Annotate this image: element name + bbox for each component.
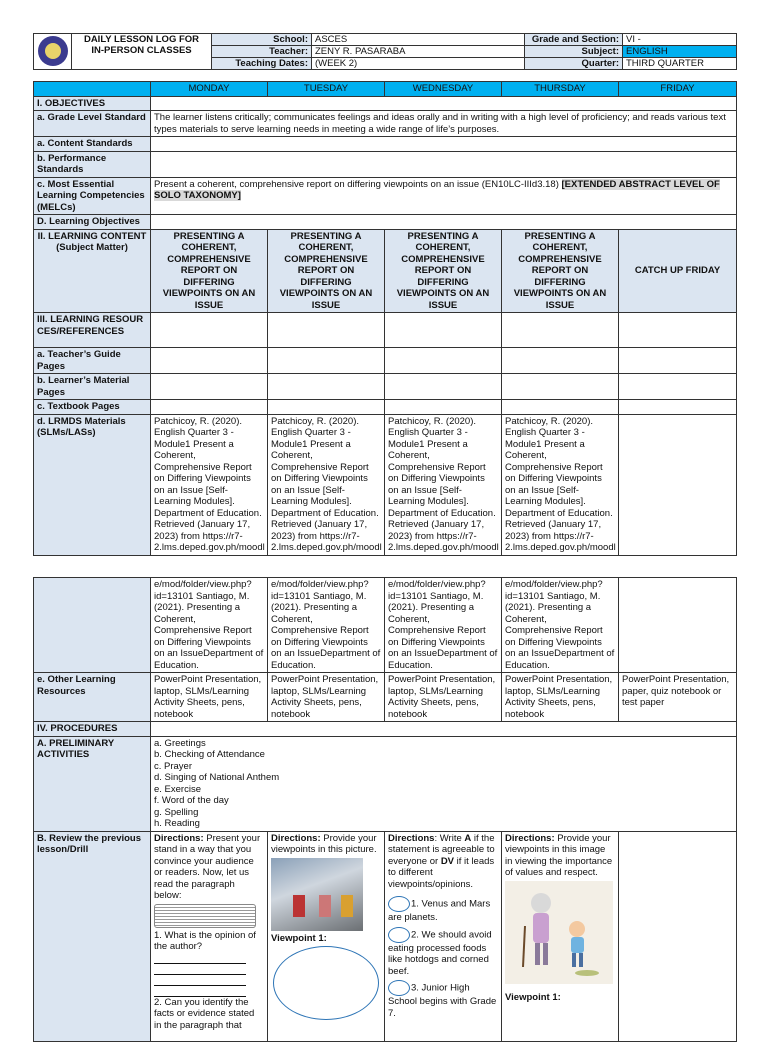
subject-value: ENGLISH bbox=[623, 46, 737, 58]
wed-dv-letters: DV bbox=[440, 855, 455, 867]
wed-directions-label: Directions bbox=[388, 832, 435, 844]
content-std-label: a. Content Standards bbox=[34, 137, 151, 152]
melc-highlight: [EXTENDED ABSTRACT LEVEL OF SOLO TAXONOMY] bbox=[154, 178, 720, 201]
dates-label: Teaching Dates: bbox=[212, 58, 312, 70]
lesson-table-page1 bbox=[33, 81, 737, 556]
lrmds-cont-thursday: e/mod/folder/view.php?id=13101 Santiago, M. (2021). Presenting a Coherent, Comprehensive Report on Differing Viewpoints on an IssueDepartment of Education. bbox=[502, 578, 619, 673]
catch-up-friday: CATCH UP FRIDAY bbox=[619, 229, 737, 313]
lrmds-tuesday: Patchicoy, R. (2020). English Quarter 3 - Module1 Present a Coherent, Comprehensive Report on Differing Viewpoints on an Issue [Self-Learning Modules]. Department of Education. Retrieved (January 17, 2023) from https://r7-2.lms.deped.gov.ph/moodl bbox=[268, 414, 385, 555]
other-tuesday: PowerPoint Presentation, laptop, SLMs/Learning Activity Sheets, pens, notebook bbox=[268, 673, 385, 722]
melc-cell bbox=[151, 177, 737, 215]
review-label: B. Review the previous lesson/Drill bbox=[34, 831, 151, 1041]
grade-label: Grade and Section: bbox=[525, 34, 623, 46]
title-line2: IN-PERSON CLASSES bbox=[91, 45, 192, 56]
mon-question-2: 2. Can you identify the facts or evidence stated in the paragraph that bbox=[154, 996, 255, 1031]
prelim-item: h. Reading bbox=[154, 818, 200, 829]
other-monday: PowerPoint Presentation, laptop, SLMs/Learning Activity Sheets, pens, notebook bbox=[151, 673, 268, 722]
other-resources-label: e. Other Learning Resources bbox=[34, 673, 151, 722]
lrmds-label: d. LRMDS Materials (SLMs/LASs) bbox=[34, 414, 151, 555]
illustration-svg bbox=[505, 881, 613, 984]
melc-text: Present a coherent, comprehensive report on differing viewpoints on an issue (EN10LC-IIId3.18) bbox=[154, 178, 559, 190]
paragraph-image bbox=[154, 904, 256, 928]
answer-line bbox=[154, 964, 246, 975]
answer-oval bbox=[388, 980, 410, 996]
wed-text-c: if it leads to different viewpoints/opinions. bbox=[388, 855, 495, 890]
wed-a-letter: A bbox=[464, 832, 472, 844]
other-wednesday: PowerPoint Presentation, laptop, SLMs/Learning Activity Sheets, pens, notebook bbox=[385, 673, 502, 722]
viewpoint-bubble bbox=[273, 946, 379, 1020]
prelim-list bbox=[151, 736, 737, 831]
wed-item-text: 1. Venus and Mars are planets. bbox=[388, 898, 491, 923]
wed-item-text: 3. Junior High School begins with Grade 7. bbox=[388, 982, 497, 1019]
lrmds-cont-monday: e/mod/folder/view.php?id=13101 Santiago, M. (2021). Presenting a Coherent, Comprehensive Report on Differing Viewpoints on an IssueDepartment of Education. bbox=[151, 578, 268, 673]
answer-line bbox=[154, 975, 246, 986]
tue-viewpoint-label: Viewpoint 1: bbox=[271, 932, 327, 944]
day-wednesday: WEDNESDAY bbox=[385, 82, 502, 97]
prelim-label: A. PRELIMINARY ACTIVITIES bbox=[34, 736, 151, 831]
grade-std-label: a. Grade Level Standard bbox=[34, 111, 151, 137]
answer-oval bbox=[388, 896, 410, 912]
lrmds-monday: Patchicoy, R. (2020). English Quarter 3 - Module1 Present a Coherent, Comprehensive Report on Differing Viewpoints on an Issue [Self-Learning Modules]. Department of Education. Retrieved (January 17, 2023) from https://r7-2.lms.deped.gov.ph/moodl bbox=[151, 414, 268, 555]
wed-text-b: if the statement is agreeable to everyone or bbox=[388, 832, 495, 867]
learning-obj-label: D. Learning Objectives bbox=[34, 215, 151, 230]
mon-directions-text: Present your stand in a way that you convince your audience or readers. Now, let us read the paragraph below: bbox=[154, 832, 261, 901]
prelim-item: b. Checking of Attendance bbox=[154, 749, 265, 760]
procedures-label: IV. PROCEDURES bbox=[34, 722, 151, 737]
teacher-label: Teacher: bbox=[212, 46, 312, 58]
tg-label: a. Teacher’s Guide Pages bbox=[34, 348, 151, 374]
topic-thursday: PRESENTING A COHERENT, COMPREHENSIVE REPORT ON DIFFERING VIEWPOINTS ON AN ISSUE bbox=[502, 229, 619, 313]
wed-item-1 bbox=[388, 896, 498, 924]
thu-directions-text: Provide your viewpoints in this image in viewing the importance of values and respect. bbox=[505, 832, 613, 878]
other-friday: PowerPoint Presentation, paper, quiz notebook or test paper bbox=[619, 673, 737, 722]
flood-rescue-photo bbox=[271, 858, 363, 931]
grade-std-text: The learner listens critically; communicates feelings and ideas orally and in writing with a high level of proficiency; and reads various text types materials to serve learning needs in meeting a wide range of life’s purposes. bbox=[151, 111, 737, 137]
deped-logo-cell bbox=[34, 34, 72, 70]
perf-std-label: b. Performance Standards bbox=[34, 151, 151, 177]
day-friday: FRIDAY bbox=[619, 82, 737, 97]
directions-label: Directions: bbox=[154, 832, 204, 844]
lrmds-cont-tuesday: e/mod/folder/view.php?id=13101 Santiago, M. (2021). Presenting a Coherent, Comprehensive Report on Differing Viewpoints on an IssueDepartment of Education. bbox=[268, 578, 385, 673]
objectives-label: I. OBJECTIVES bbox=[34, 96, 151, 111]
quarter-value: THIRD QUARTER bbox=[623, 58, 737, 70]
wed-item-text: 2. We should avoid eating processed foods like hotdogs and corned beef. bbox=[388, 929, 492, 977]
lrmds-thursday: Patchicoy, R. (2020). English Quarter 3 - Module1 Present a Coherent, Comprehensive Report on Differing Viewpoints on an Issue [Self-Learning Modules]. Department of Education. Retrieved (January 17, 2023) from https://r7-2.lms.deped.gov.ph/moodl bbox=[502, 414, 619, 555]
header-table bbox=[33, 33, 737, 70]
prelim-item: e. Exercise bbox=[154, 783, 201, 795]
prelim-item: c. Prayer bbox=[154, 760, 193, 772]
topic-wednesday: PRESENTING A COHERENT, COMPREHENSIVE REPORT ON DIFFERING VIEWPOINTS ON AN ISSUE bbox=[385, 229, 502, 313]
textbook-label: c. Textbook Pages bbox=[34, 400, 151, 415]
subject-label: Subject: bbox=[525, 46, 623, 58]
elder-and-child-illustration bbox=[505, 881, 613, 984]
prelim-item: a. Greetings bbox=[154, 737, 206, 749]
day-tuesday: TUESDAY bbox=[268, 82, 385, 97]
answer-oval bbox=[388, 927, 410, 943]
prelim-item: d. Singing of National Anthem bbox=[154, 772, 280, 783]
school-value: ASCES bbox=[312, 34, 525, 46]
day-monday: MONDAY bbox=[151, 82, 268, 97]
directions-label: Directions: bbox=[505, 832, 555, 844]
mon-question-1: 1. What is the opinion of the author? bbox=[154, 929, 256, 952]
lrmds-wednesday: Patchicoy, R. (2020). English Quarter 3 - Module1 Present a Coherent, Comprehensive Report on Differing Viewpoints on an Issue [Self-Learning Modules]. Department of Education. Retrieved (January 17, 2023) from https://r7-2.lms.deped.gov.ph/moodl bbox=[385, 414, 502, 555]
wed-item-3 bbox=[388, 980, 498, 1019]
prelim-item: g. Spelling bbox=[154, 806, 199, 818]
topic-monday: PRESENTING A COHERENT, COMPREHENSIVE REPORT ON DIFFERING VIEWPOINTS ON AN ISSUE bbox=[151, 229, 268, 313]
wed-text-a: : Write bbox=[434, 832, 462, 844]
answer-line bbox=[154, 953, 246, 964]
lm-label: b. Learner’s Material Pages bbox=[34, 374, 151, 400]
lrmds-cont-wednesday: e/mod/folder/view.php?id=13101 Santiago, M. (2021). Presenting a Coherent, Comprehensive Report on Differing Viewpoints on an IssueDepartment of Education. bbox=[385, 578, 502, 673]
review-monday bbox=[151, 831, 268, 1041]
topic-tuesday: PRESENTING A COHERENT, COMPREHENSIVE REPORT ON DIFFERING VIEWPOINTS ON AN ISSUE bbox=[268, 229, 385, 313]
content-label: II. LEARNING CONTENT (Subject Matter) bbox=[34, 229, 151, 313]
melc-label: c. Most Essential Learning Competencies (MELCs) bbox=[34, 177, 151, 215]
log-title bbox=[72, 34, 212, 70]
day-thursday: THURSDAY bbox=[502, 82, 619, 97]
deped-seal-logo bbox=[38, 36, 68, 66]
review-tuesday bbox=[268, 831, 385, 1041]
lesson-table-page2 bbox=[33, 577, 737, 1042]
teacher-value: ZENY R. PASARABA bbox=[312, 46, 525, 58]
resources-label: III. LEARNING RESOURCES/REFERENCES bbox=[34, 313, 151, 348]
days-header-row bbox=[34, 82, 737, 97]
quarter-label: Quarter: bbox=[525, 58, 623, 70]
thu-viewpoint-label: Viewpoint 1: bbox=[505, 991, 561, 1003]
school-label: School: bbox=[212, 34, 312, 46]
review-thursday bbox=[502, 831, 619, 1041]
grade-value: VI - bbox=[623, 34, 737, 46]
tue-directions-text: Provide your viewpoints in this picture. bbox=[271, 832, 377, 855]
directions-label: Directions: bbox=[271, 832, 321, 844]
other-thursday: PowerPoint Presentation, laptop, SLMs/Learning Activity Sheets, pens, notebook bbox=[502, 673, 619, 722]
answer-line bbox=[154, 986, 246, 997]
dates-value: (WEEK 2) bbox=[312, 58, 525, 70]
review-wednesday bbox=[385, 831, 502, 1041]
prelim-item: f. Word of the day bbox=[154, 795, 229, 806]
title-line1: DAILY LESSON LOG FOR bbox=[83, 34, 200, 45]
wed-item-2 bbox=[388, 927, 498, 978]
